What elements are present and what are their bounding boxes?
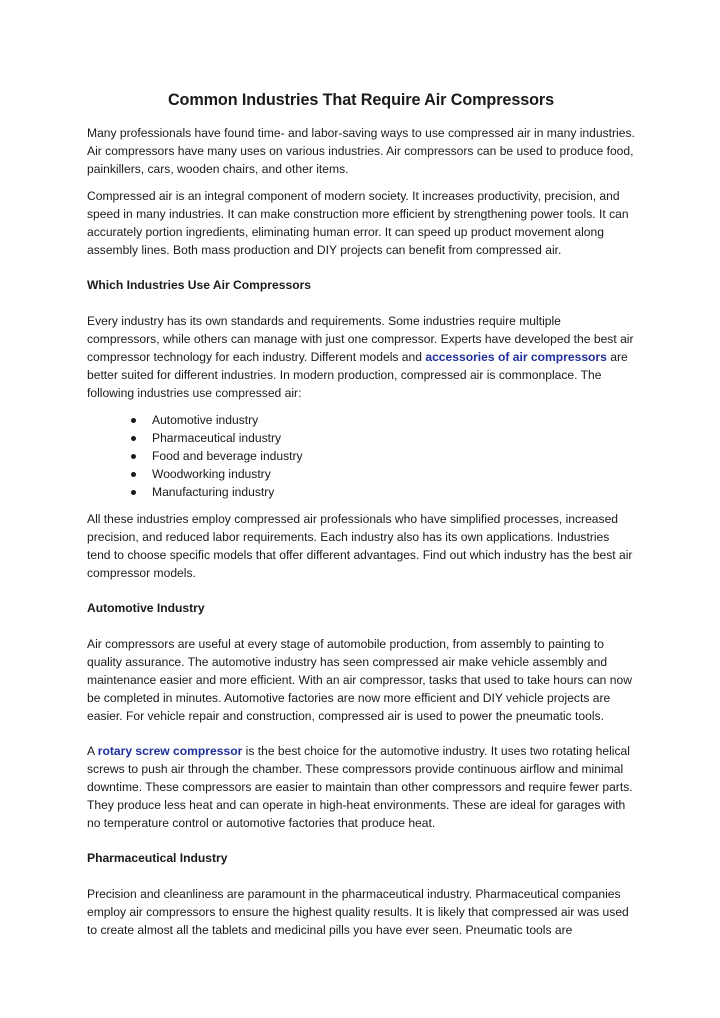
list-item-label: Pharmaceutical industry: [152, 431, 282, 445]
list-item: [131, 483, 635, 501]
bullet-icon: [131, 418, 136, 423]
list-item-label: Food and beverage industry: [152, 449, 303, 463]
automotive-paragraph-2: [87, 742, 635, 832]
bullet-icon: [131, 436, 136, 441]
bullet-icon: [131, 454, 136, 459]
bullet-icon: [131, 490, 136, 495]
list-item: [131, 447, 635, 465]
which-paragraph-1-text-a: Every industry has its own standards and requirements. Some industries require multiple compressors, while others can manage with just one compressor. Experts have developed the best air compressor technology for each industry. Different models and: [87, 314, 634, 364]
section-heading-pharmaceutical: Pharmaceutical Industry: [87, 851, 228, 865]
bullet-icon: [131, 472, 136, 477]
list-item-label: Automotive industry: [152, 413, 259, 427]
which-paragraph-1-text-b: are better suited for different industries. In modern production, compressed air is commonplace. The following industries use compressed air:: [87, 350, 628, 400]
automotive-paragraph-2-text-a: A: [87, 744, 98, 758]
automotive-paragraph-2-text-b: is the best choice for the automotive industry. It uses two rotating helical screws to push air through the chamber. These compressors provide continuous airflow and minimal downtime. These compressors are easier to maintain than other compressors and require fewer parts. They produce less heat and can operate in high-heat environments. These are ideal for garages with no temperature control or automotive factories that produce heat.: [87, 744, 633, 830]
pharmaceutical-paragraph-1: Precision and cleanliness are paramount in the pharmaceutical industry. Pharmaceutical companies employ air compressors to ensure the highest quality results. It is likely that compressed air was used to create almost all the tablets and medicinal pills you have ever seen. Pneumatic tools are: [87, 887, 629, 937]
intro-paragraph-1: Many professionals have found time- and labor-saving ways to use compressed air in many industries. Air compressors have many uses on various industries. Air compressors can be used to produce food, painkillers, cars, wooden chairs, and other items.: [87, 126, 635, 176]
rotary-screw-compressor-link[interactable]: rotary screw compressor: [97, 744, 243, 758]
list-item: [131, 429, 635, 447]
automotive-paragraph-1: Air compressors are useful at every stage of automobile production, from assembly to painting to quality assurance. The automotive industry has seen compressed air make vehicle assembly and maintenance easier and more efficient. With an air compressor, tasks that used to take hours can now be completed in minutes. Automotive factories are now more efficient and DIY vehicle projects are easier. For vehicle repair and construction, compressed air is used to power the pneumatic tools.: [87, 637, 632, 723]
section-heading-which-industries: Which Industries Use Air Compressors: [87, 278, 312, 292]
section-heading-automotive: Automotive Industry: [87, 601, 205, 615]
list-item-label: Woodworking industry: [152, 467, 271, 481]
document-content: [87, 88, 635, 948]
which-paragraph-2: All these industries employ compressed air professionals who have simplified processes, increased precision, and reduced labor requirements. Each industry also has its own applications. Industries tend to choose specific models that offer different advantages. Find out which industry has the best air compressor models.: [87, 512, 633, 580]
list-item-label: Manufacturing industry: [152, 485, 275, 499]
page-title: Common Industries That Require Air Compressors: [167, 91, 555, 109]
which-paragraph-1: [87, 312, 635, 402]
industry-list: [87, 411, 635, 501]
intro-paragraph-2: Compressed air is an integral component of modern society. It increases productivity, precision, and speed in many industries. It can make construction more efficient by strengthening power tools. It can accurately portion ingredients, eliminating human error. It can speed up product movement along assembly lines. Both mass production and DIY projects can benefit from compressed air.: [87, 189, 629, 257]
list-item: [131, 411, 635, 429]
accessories-link[interactable]: accessories of air compressors: [425, 350, 607, 364]
list-item: [131, 465, 635, 483]
